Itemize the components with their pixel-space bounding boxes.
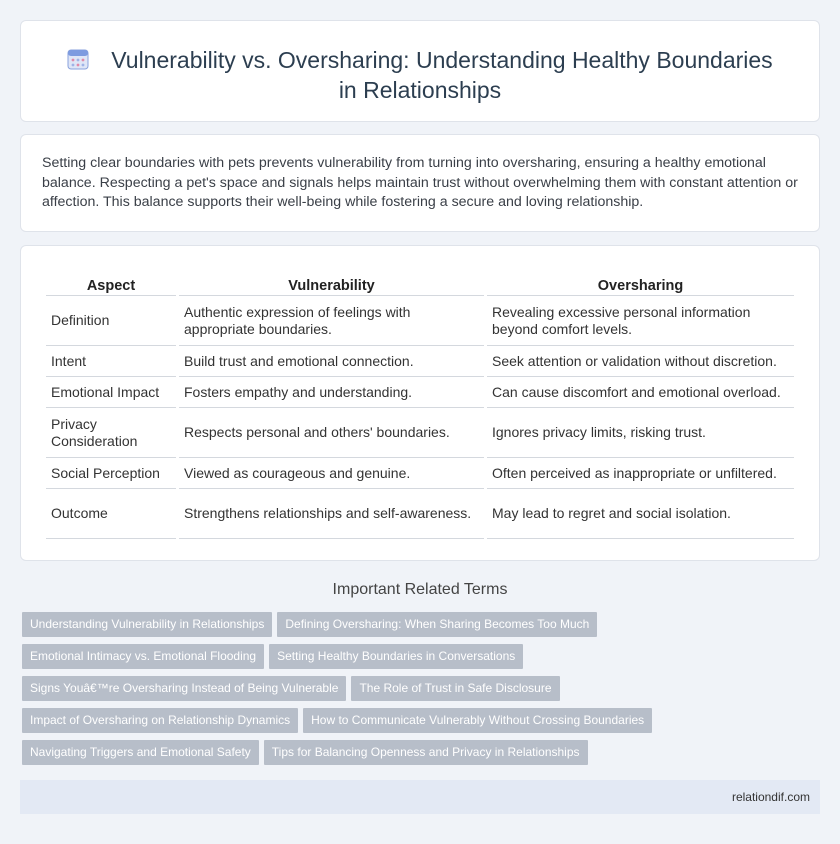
related-terms-list <box>22 612 822 772</box>
cell-oversharing: Seek attention or validation without discretion. <box>487 346 794 377</box>
header-vulnerability: Vulnerability <box>179 270 484 296</box>
footer <box>20 780 820 814</box>
related-terms-heading: Important Related Terms <box>332 581 508 598</box>
title-card <box>20 20 820 122</box>
table-row <box>46 377 794 408</box>
cell-aspect: Definition <box>46 296 176 346</box>
cell-aspect: Outcome <box>46 489 176 539</box>
related-term-tag[interactable]: The Role of Trust in Safe Disclosure <box>351 676 559 701</box>
cell-vulnerability: Authentic expression of feelings with appropriate boundaries. <box>179 296 484 346</box>
calendar-icon <box>67 48 89 70</box>
table-row <box>46 408 794 458</box>
related-term-tag[interactable]: Navigating Triggers and Emotional Safety <box>22 740 259 765</box>
related-term-tag[interactable]: Understanding Vulnerability in Relationships <box>22 612 272 637</box>
cell-aspect: Emotional Impact <box>46 377 176 408</box>
page-title-text: Vulnerability vs. Oversharing: Understanding Healthy Boundaries in Relationships <box>111 47 773 103</box>
related-term-tag[interactable]: Defining Oversharing: When Sharing Becomes Too Much <box>277 612 597 637</box>
related-term-tag[interactable]: How to Communicate Vulnerably Without Crossing Boundaries <box>303 708 652 733</box>
intro-text: Setting clear boundaries with pets prevents vulnerability from turning into oversharing, ensuring a healthy emotional balance. Respecting a pet's space and signals helps maintain trust without overwhelming them with constant attention or affection. This balance supports their well-being while fostering a secure and loving relationship. <box>42 155 798 211</box>
header-aspect: Aspect <box>46 270 176 296</box>
comparison-table <box>43 270 797 539</box>
related-term-tag[interactable]: Emotional Intimacy vs. Emotional Flooding <box>22 644 264 669</box>
cell-oversharing: Often perceived as inappropriate or unfiltered. <box>487 458 794 489</box>
table-header-row <box>46 270 794 296</box>
table-row <box>46 489 794 539</box>
related-term-tag[interactable]: Impact of Oversharing on Relationship Dynamics <box>22 708 298 733</box>
cell-vulnerability: Respects personal and others' boundaries. <box>179 408 484 458</box>
cell-oversharing: Ignores privacy limits, risking trust. <box>487 408 794 458</box>
cell-oversharing: Revealing excessive personal information beyond comfort levels. <box>487 296 794 346</box>
cell-vulnerability: Build trust and emotional connection. <box>179 346 484 377</box>
page-title <box>61 45 779 105</box>
cell-vulnerability: Strengthens relationships and self-awareness. <box>179 489 484 539</box>
cell-aspect: Intent <box>46 346 176 377</box>
comparison-card <box>20 245 820 561</box>
header-oversharing: Oversharing <box>487 270 794 296</box>
cell-oversharing: May lead to regret and social isolation. <box>487 489 794 539</box>
cell-aspect: Privacy Consideration <box>46 408 176 458</box>
related-term-tag[interactable]: Tips for Balancing Openness and Privacy in Relationships <box>264 740 588 765</box>
related-term-tag[interactable]: Signs Youâ€™re Oversharing Instead of Being Vulnerable <box>22 676 346 701</box>
table-row <box>46 458 794 489</box>
footer-site-link[interactable]: relationdif.com <box>731 790 810 804</box>
cell-vulnerability: Viewed as courageous and genuine. <box>179 458 484 489</box>
table-row <box>46 296 794 346</box>
intro-card <box>20 134 820 232</box>
cell-vulnerability: Fosters empathy and understanding. <box>179 377 484 408</box>
cell-oversharing: Can cause discomfort and emotional overload. <box>487 377 794 408</box>
table-row <box>46 346 794 377</box>
related-term-tag[interactable]: Setting Healthy Boundaries in Conversations <box>269 644 523 669</box>
cell-aspect: Social Perception <box>46 458 176 489</box>
